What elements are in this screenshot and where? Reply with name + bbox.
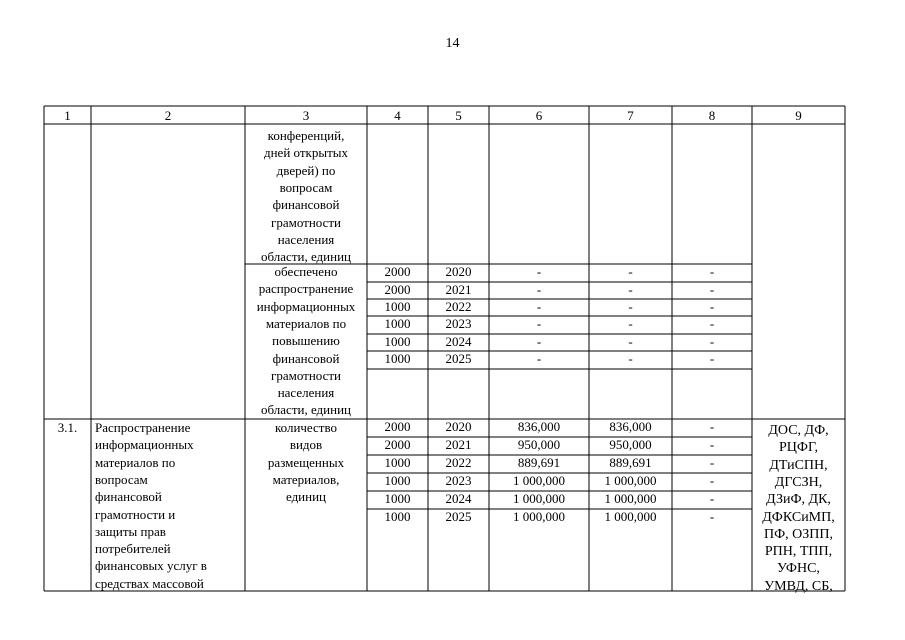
year-value: 2024 xyxy=(445,334,472,349)
column-header: 7 xyxy=(627,108,634,123)
indicator-text: грамотности xyxy=(270,367,342,383)
funding-value: - xyxy=(709,334,715,349)
column-header: 9 xyxy=(795,108,802,123)
target-value: 1000 xyxy=(384,334,411,349)
funding-value: - xyxy=(628,351,633,366)
funding-value: - xyxy=(628,299,633,314)
funding-value: 1 000,000 xyxy=(604,509,657,524)
indicator-text: единиц xyxy=(285,489,327,505)
year-value: 2022 xyxy=(445,299,472,314)
funding-value: - xyxy=(709,264,715,279)
funding-value: - xyxy=(709,299,715,314)
funding-value: - xyxy=(536,334,542,349)
indicator-text: дней открытых xyxy=(263,145,349,161)
target-value: 1000 xyxy=(384,473,411,488)
year-value: 2023 xyxy=(445,316,472,331)
funding-value: - xyxy=(628,282,633,297)
executor-text: ПФ, ОЗПП, xyxy=(763,526,833,542)
funding-value: - xyxy=(709,282,715,297)
measure-text: финансовых услуг в xyxy=(95,558,207,574)
funding-value: - xyxy=(536,264,542,279)
year-value: 2020 xyxy=(445,264,472,279)
executor-text: ДФКСиМП, xyxy=(762,509,835,525)
column-header: 4 xyxy=(394,108,401,123)
page-number: 14 xyxy=(445,36,460,51)
target-value: 2000 xyxy=(384,264,411,279)
year-value: 2023 xyxy=(445,473,472,488)
funding-value: 1 000,000 xyxy=(513,473,565,488)
target-value: 1000 xyxy=(384,299,411,314)
indicator-text: повышению xyxy=(272,333,340,349)
target-value: 1000 xyxy=(384,316,411,331)
funding-value: - xyxy=(536,299,542,314)
target-value: 1000 xyxy=(384,351,411,366)
target-value: 1000 xyxy=(384,509,411,524)
funding-value: - xyxy=(709,419,715,434)
column-header: 3 xyxy=(302,108,310,123)
target-value: 2000 xyxy=(384,419,411,434)
funding-value: 836,000 xyxy=(517,419,561,434)
executor-text: ДЗиФ, ДК, xyxy=(766,492,831,508)
funding-value: 1 000,000 xyxy=(513,509,565,524)
measure-text: вопросам xyxy=(95,471,148,487)
funding-value: - xyxy=(709,473,715,488)
measure-text: потребителей xyxy=(95,541,171,557)
year-value: 2022 xyxy=(445,455,472,470)
indicator-text: населения xyxy=(277,385,335,401)
funding-value: 889,691 xyxy=(517,455,561,470)
indicator-text: распространение xyxy=(258,281,354,297)
target-value: 1000 xyxy=(384,455,411,470)
funding-value: - xyxy=(628,334,633,349)
measure-text: защиты прав xyxy=(95,523,166,539)
column-header: 2 xyxy=(164,108,172,123)
indicator-text: материалов, xyxy=(272,471,340,487)
indicator-text: материалов по xyxy=(265,315,347,331)
funding-value: 950,000 xyxy=(517,437,561,452)
measure-text: финансовой xyxy=(95,489,162,505)
funding-value: 889,691 xyxy=(609,455,652,470)
year-value: 2024 xyxy=(445,491,472,506)
executor-text: УМВД, СБ, xyxy=(764,578,833,594)
executor-text: РПН, ТПП, xyxy=(764,544,833,560)
column-header: 1 xyxy=(64,108,71,123)
year-value: 2021 xyxy=(445,437,472,452)
year-value: 2025 xyxy=(445,509,472,524)
funding-value: - xyxy=(536,282,542,297)
indicator-text: вопросам xyxy=(279,179,333,195)
funding-value: - xyxy=(709,455,715,470)
funding-value: 1 000,000 xyxy=(513,491,565,506)
indicator-text: финансовой xyxy=(272,197,340,213)
funding-value: 1 000,000 xyxy=(604,491,657,506)
executor-text: ДОС, ДФ, xyxy=(768,423,829,438)
indicator-text: финансовой xyxy=(272,350,340,366)
executor-text: УФНС, xyxy=(777,561,820,577)
measure-number: 3.1. xyxy=(57,420,78,435)
funding-value: - xyxy=(628,316,633,331)
indicator-text: информационных xyxy=(256,298,356,314)
indicator-text: размещенных xyxy=(267,454,345,470)
indicator-text: видов xyxy=(289,437,323,453)
measure-text: средствах массовой xyxy=(95,575,204,591)
target-value: 2000 xyxy=(384,282,411,297)
executor-text: ДГСЗН, xyxy=(774,474,823,490)
executor-text: РЦФГ, xyxy=(779,440,818,456)
indicator-text: конференций, xyxy=(267,128,345,143)
funding-value: - xyxy=(628,264,633,279)
year-value: 2021 xyxy=(445,282,472,297)
indicator-text: области, единиц xyxy=(261,249,351,265)
column-header: 6 xyxy=(535,108,543,123)
measure-text: грамотности и xyxy=(95,506,176,522)
year-value: 2025 xyxy=(445,351,472,366)
measure-text: информационных xyxy=(95,437,194,453)
funding-value: - xyxy=(709,316,715,331)
column-header: 8 xyxy=(708,108,716,123)
indicator-text: грамотности xyxy=(270,214,342,230)
target-value: 2000 xyxy=(384,437,411,452)
funding-value: - xyxy=(709,491,715,506)
funding-value: - xyxy=(709,509,715,524)
funding-value: - xyxy=(709,437,715,452)
funding-value: 836,000 xyxy=(609,419,652,434)
indicator-text: обеспечено xyxy=(274,264,338,279)
executor-text: ДТиСПН, xyxy=(769,457,828,473)
funding-value: - xyxy=(536,316,542,331)
year-value: 2020 xyxy=(445,419,472,434)
measure-text: материалов по xyxy=(95,454,176,470)
indicator-text: области, единиц xyxy=(261,402,351,418)
funding-value: 1 000,000 xyxy=(604,473,657,488)
funding-value: - xyxy=(536,351,542,366)
indicator-text: населения xyxy=(277,231,335,247)
measure-text: Распространение xyxy=(95,420,191,435)
funding-value: 950,000 xyxy=(609,437,652,452)
indicator-text: дверей) по xyxy=(276,162,336,178)
target-value: 1000 xyxy=(384,491,411,506)
indicator-text: количество xyxy=(274,420,338,435)
funding-value: - xyxy=(709,351,715,366)
column-header: 5 xyxy=(455,108,462,123)
